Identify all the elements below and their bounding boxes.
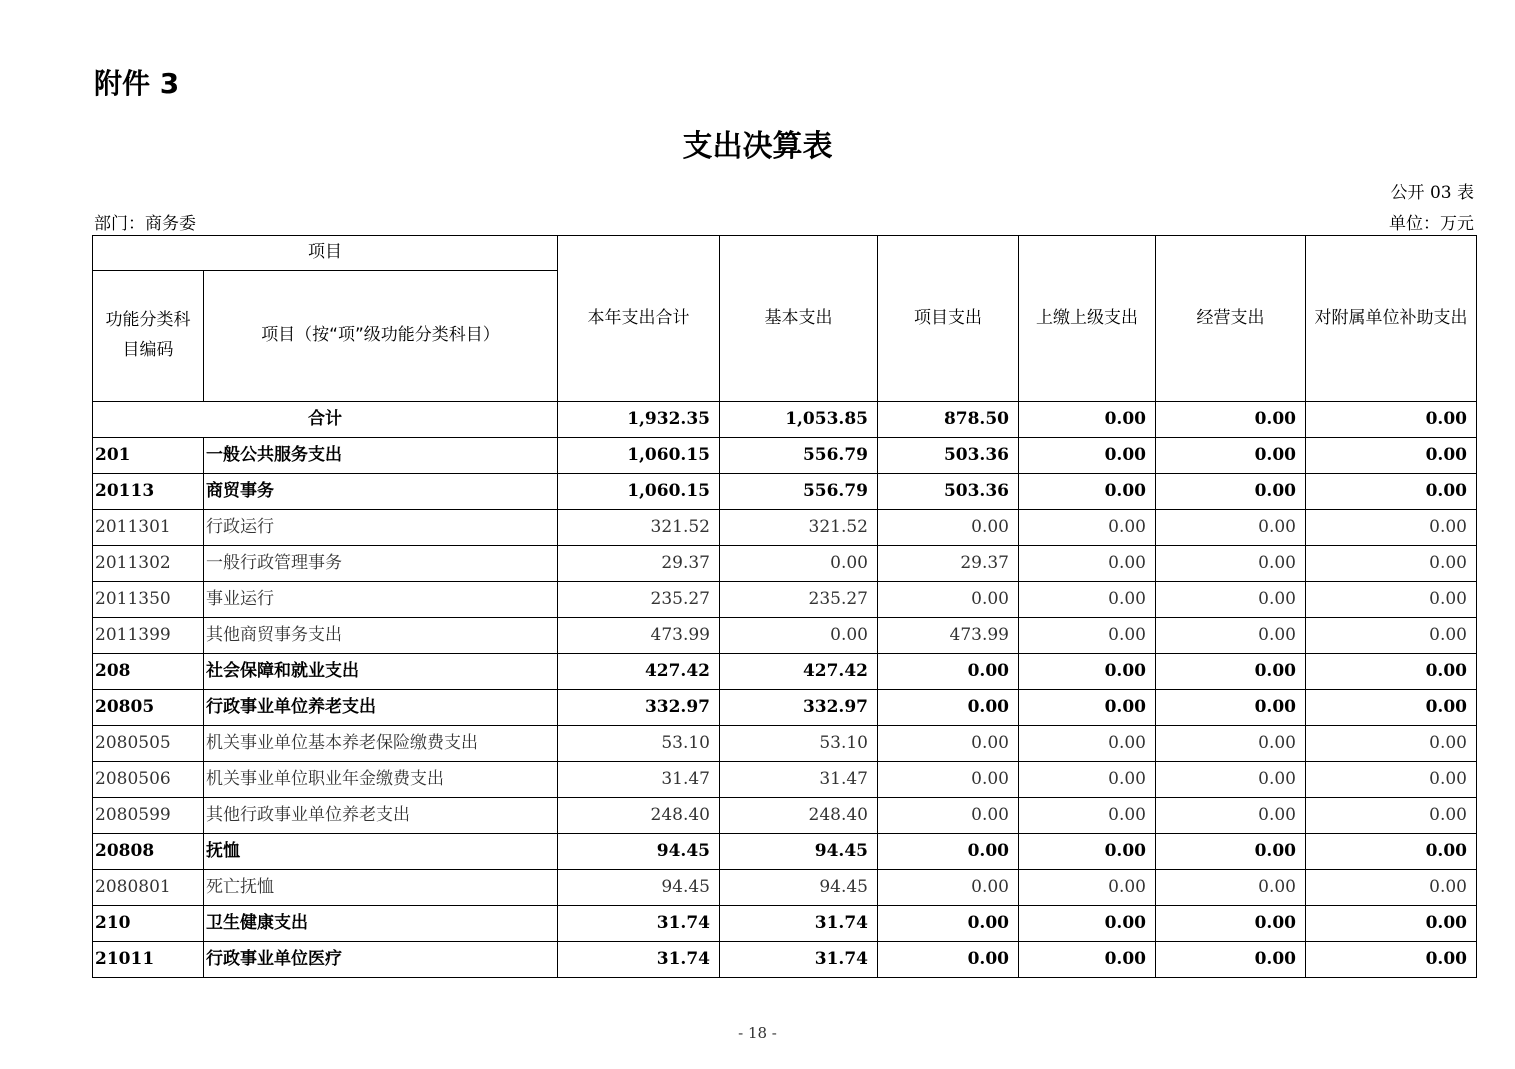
total-project: 878.50 (878, 402, 1019, 438)
row-upper: 0.00 (1019, 618, 1156, 654)
row-subsidy: 0.00 (1306, 546, 1477, 582)
row-project: 0.00 (878, 942, 1019, 978)
row-upper: 0.00 (1019, 690, 1156, 726)
row-name: 卫生健康支出 (204, 906, 558, 942)
row-total: 1,060.15 (558, 474, 720, 510)
row-name: 商贸事务 (204, 474, 558, 510)
row-name: 社会保障和就业支出 (204, 654, 558, 690)
row-project: 0.00 (878, 510, 1019, 546)
row-name: 其他商贸事务支出 (204, 618, 558, 654)
row-total: 29.37 (558, 546, 720, 582)
row-basic: 0.00 (720, 618, 878, 654)
total-business: 0.00 (1156, 402, 1306, 438)
row-name: 行政事业单位医疗 (204, 942, 558, 978)
table-row (93, 618, 1477, 654)
row-business: 0.00 (1156, 510, 1306, 546)
row-upper: 0.00 (1019, 870, 1156, 906)
total-label: 合计 (93, 402, 558, 438)
row-name: 事业运行 (204, 582, 558, 618)
row-basic: 31.47 (720, 762, 878, 798)
row-business: 0.00 (1156, 726, 1306, 762)
row-subsidy: 0.00 (1306, 438, 1477, 474)
row-upper: 0.00 (1019, 582, 1156, 618)
department-label: 部门：商务委 (94, 214, 196, 234)
header-business: 经营支出 (1156, 236, 1306, 402)
row-subsidy: 0.00 (1306, 762, 1477, 798)
row-subsidy: 0.00 (1306, 798, 1477, 834)
row-code: 208 (93, 654, 204, 690)
row-basic: 94.45 (720, 834, 878, 870)
table-row (93, 798, 1477, 834)
row-code: 20113 (93, 474, 204, 510)
table-row (93, 726, 1477, 762)
header-basic: 基本支出 (720, 236, 878, 402)
row-upper: 0.00 (1019, 654, 1156, 690)
total-subsidy: 0.00 (1306, 402, 1477, 438)
row-business: 0.00 (1156, 474, 1306, 510)
header-upper: 上缴上级支出 (1019, 236, 1156, 402)
row-basic: 556.79 (720, 474, 878, 510)
header-project: 项目支出 (878, 236, 1019, 402)
row-code: 2080506 (93, 762, 204, 798)
row-project: 0.00 (878, 582, 1019, 618)
row-upper: 0.00 (1019, 474, 1156, 510)
row-code: 201 (93, 438, 204, 474)
row-project: 0.00 (878, 834, 1019, 870)
row-basic: 235.27 (720, 582, 878, 618)
row-business: 0.00 (1156, 690, 1306, 726)
row-upper: 0.00 (1019, 438, 1156, 474)
row-name: 机关事业单位职业年金缴费支出 (204, 762, 558, 798)
row-project: 0.00 (878, 654, 1019, 690)
row-business: 0.00 (1156, 582, 1306, 618)
row-upper: 0.00 (1019, 726, 1156, 762)
total-row (93, 402, 1477, 438)
table-code: 公开 03 表 (1390, 183, 1474, 203)
row-basic: 94.45 (720, 870, 878, 906)
row-project: 0.00 (878, 798, 1019, 834)
table-row (93, 582, 1477, 618)
row-business: 0.00 (1156, 942, 1306, 978)
row-code: 2011350 (93, 582, 204, 618)
unit-label: 单位：万元 (1389, 214, 1474, 234)
row-total: 31.74 (558, 906, 720, 942)
row-business: 0.00 (1156, 906, 1306, 942)
page-number: - 18 - (738, 1024, 777, 1042)
row-business: 0.00 (1156, 618, 1306, 654)
row-name: 行政运行 (204, 510, 558, 546)
row-basic: 0.00 (720, 546, 878, 582)
row-business: 0.00 (1156, 762, 1306, 798)
row-total: 321.52 (558, 510, 720, 546)
row-name: 其他行政事业单位养老支出 (204, 798, 558, 834)
row-basic: 31.74 (720, 906, 878, 942)
table-header (93, 236, 1477, 402)
row-code: 2011399 (93, 618, 204, 654)
total-basic: 1,053.85 (720, 402, 878, 438)
row-total: 235.27 (558, 582, 720, 618)
row-subsidy: 0.00 (1306, 582, 1477, 618)
table-row (93, 870, 1477, 906)
row-code: 20808 (93, 834, 204, 870)
row-business: 0.00 (1156, 870, 1306, 906)
row-code: 2011301 (93, 510, 204, 546)
table-row (93, 510, 1477, 546)
row-basic: 321.52 (720, 510, 878, 546)
row-upper: 0.00 (1019, 942, 1156, 978)
header-subsidy: 对附属单位补助支出 (1306, 236, 1477, 402)
row-total: 53.10 (558, 726, 720, 762)
table-row (93, 438, 1477, 474)
row-business: 0.00 (1156, 546, 1306, 582)
row-code: 2011302 (93, 546, 204, 582)
row-project: 0.00 (878, 690, 1019, 726)
row-code: 21011 (93, 942, 204, 978)
row-subsidy: 0.00 (1306, 942, 1477, 978)
row-name: 抚恤 (204, 834, 558, 870)
row-total: 1,060.15 (558, 438, 720, 474)
total-upper: 0.00 (1019, 402, 1156, 438)
row-business: 0.00 (1156, 798, 1306, 834)
row-code: 210 (93, 906, 204, 942)
row-subsidy: 0.00 (1306, 906, 1477, 942)
table-row (93, 762, 1477, 798)
row-subsidy: 0.00 (1306, 834, 1477, 870)
row-basic: 556.79 (720, 438, 878, 474)
row-basic: 248.40 (720, 798, 878, 834)
row-project: 0.00 (878, 906, 1019, 942)
total-amount: 1,932.35 (558, 402, 720, 438)
table-row (93, 834, 1477, 870)
row-code: 2080505 (93, 726, 204, 762)
table-row (93, 906, 1477, 942)
row-subsidy: 0.00 (1306, 474, 1477, 510)
row-project: 29.37 (878, 546, 1019, 582)
row-upper: 0.00 (1019, 906, 1156, 942)
document-title: 支出决算表 (682, 129, 833, 164)
table-row (93, 654, 1477, 690)
row-upper: 0.00 (1019, 510, 1156, 546)
row-business: 0.00 (1156, 438, 1306, 474)
row-business: 0.00 (1156, 654, 1306, 690)
row-name: 机关事业单位基本养老保险缴费支出 (204, 726, 558, 762)
row-subsidy: 0.00 (1306, 510, 1477, 546)
row-total: 94.45 (558, 834, 720, 870)
row-business: 0.00 (1156, 834, 1306, 870)
header-total: 本年支出合计 (558, 236, 720, 402)
table-row (93, 474, 1477, 510)
row-code: 2080599 (93, 798, 204, 834)
row-subsidy: 0.00 (1306, 618, 1477, 654)
row-basic: 427.42 (720, 654, 878, 690)
row-basic: 53.10 (720, 726, 878, 762)
row-project: 503.36 (878, 438, 1019, 474)
row-subsidy: 0.00 (1306, 690, 1477, 726)
header-name: 项目（按“项”级功能分类科目） (204, 271, 558, 402)
row-subsidy: 0.00 (1306, 726, 1477, 762)
row-upper: 0.00 (1019, 546, 1156, 582)
row-total: 473.99 (558, 618, 720, 654)
row-name: 行政事业单位养老支出 (204, 690, 558, 726)
row-code: 20805 (93, 690, 204, 726)
row-basic: 332.97 (720, 690, 878, 726)
row-basic: 31.74 (720, 942, 878, 978)
row-project: 0.00 (878, 870, 1019, 906)
row-upper: 0.00 (1019, 762, 1156, 798)
table-row (93, 690, 1477, 726)
table-row (93, 546, 1477, 582)
row-upper: 0.00 (1019, 798, 1156, 834)
header-code: 功能分类科目编码 (93, 271, 204, 402)
row-subsidy: 0.00 (1306, 870, 1477, 906)
row-project: 0.00 (878, 726, 1019, 762)
row-name: 死亡抚恤 (204, 870, 558, 906)
row-total: 31.74 (558, 942, 720, 978)
row-total: 427.42 (558, 654, 720, 690)
row-project: 503.36 (878, 474, 1019, 510)
row-subsidy: 0.00 (1306, 654, 1477, 690)
row-total: 31.47 (558, 762, 720, 798)
row-total: 332.97 (558, 690, 720, 726)
row-code: 2080801 (93, 870, 204, 906)
row-name: 一般公共服务支出 (204, 438, 558, 474)
expenditure-table (92, 235, 1477, 978)
row-project: 473.99 (878, 618, 1019, 654)
row-total: 248.40 (558, 798, 720, 834)
row-name: 一般行政管理事务 (204, 546, 558, 582)
row-project: 0.00 (878, 762, 1019, 798)
header-project-group: 项目 (93, 236, 558, 271)
table-row (93, 942, 1477, 978)
row-total: 94.45 (558, 870, 720, 906)
table-body (93, 402, 1477, 978)
attachment-label: 附件 3 (94, 67, 180, 100)
row-upper: 0.00 (1019, 834, 1156, 870)
